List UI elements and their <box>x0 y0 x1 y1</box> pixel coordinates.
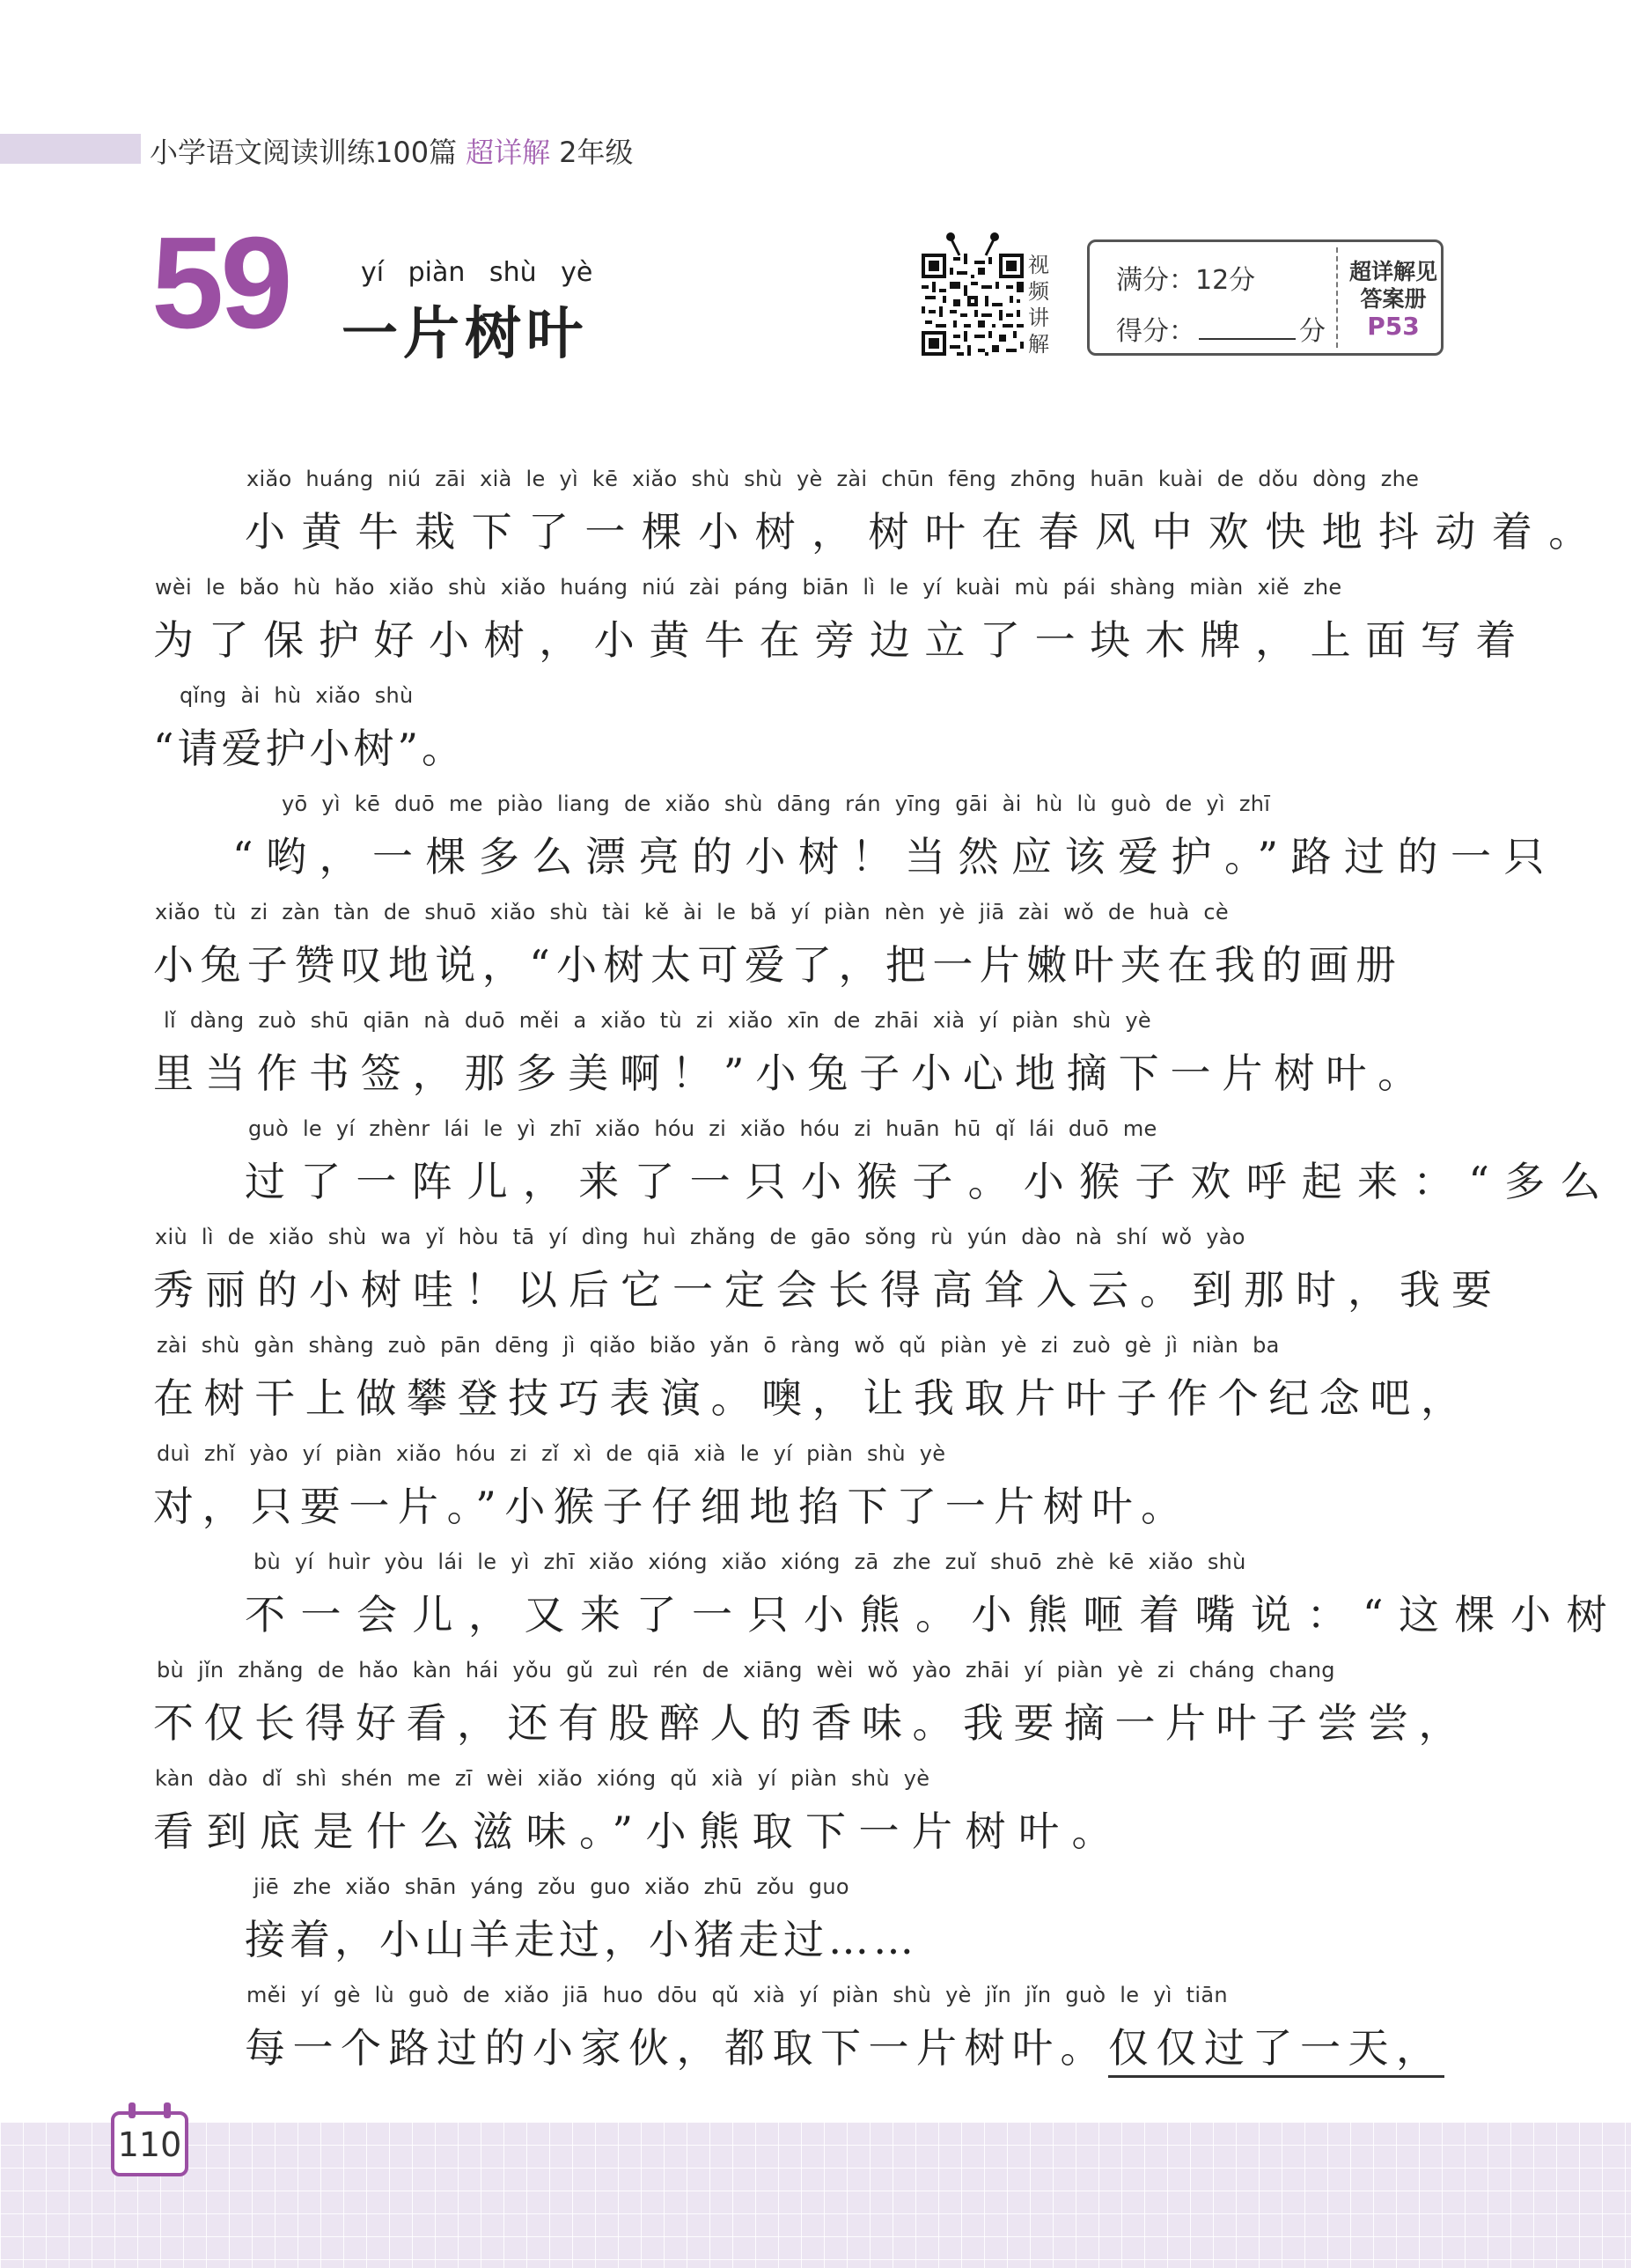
full-score: 满分：12分 <box>1116 265 1256 296</box>
text-line: 小兔子赞叹地说，“小树太可爱了，把一片嫩叶夹在我的画册 <box>153 941 1403 989</box>
pinyin-line: xiǎo tù zi zàn tàn de shuō xiǎo shù tài kě ài le bǎ yí piàn nèn yè jiā zài wǒ de huà cè <box>155 900 1229 924</box>
header-color-band <box>0 134 141 164</box>
answer-reference: 超详解见 答案册 P53 <box>1345 258 1442 340</box>
page-number: 110 <box>117 2125 182 2164</box>
pinyin-line: xiǎo huáng niú zāi xià le yì kē xiǎo shù shù yè zài chūn fēng zhōng huān kuài de dǒu dòng zhe <box>246 467 1420 491</box>
book-header <box>150 130 633 171</box>
page-number-badge <box>111 2111 188 2176</box>
text-line: 秀丽的小树哇！以后它一定会长得高耸入云。到那时，我要 <box>153 1266 1503 1314</box>
lesson-number: 59 <box>151 210 290 356</box>
video-explanation-label[interactable]: 视 频 讲 解 <box>1028 253 1049 357</box>
score-box <box>1087 239 1444 356</box>
pinyin-line: kàn dào dǐ shì shén me zī wèi xiǎo xióng qǔ xià yí piàn shù yè <box>155 1766 930 1791</box>
pinyin-line: bù yí huìr yòu lái le yì zhī xiǎo xióng xiǎo xióng zā zhe zuǐ shuō zhè kē xiǎo shù <box>253 1550 1246 1574</box>
text-line: 接着，小山羊走过，小猪走过…… <box>245 1916 918 1963</box>
calendar-ring-icon <box>164 2102 171 2118</box>
text-line: 不一会儿，又来了一只小熊。小熊咂着嘴说：“这棵小树 <box>245 1591 1623 1638</box>
book-grade: 2年级 <box>559 136 634 169</box>
text-line: 对，只要一片。”小猴子仔细地掐下了一片树叶。 <box>153 1483 1190 1530</box>
pinyin-line: měi yí gè lù guò de xiǎo jiā huo dōu qǔ xià yí piàn shù yè jǐn jǐn guò le yì tiān <box>246 1983 1228 2007</box>
pinyin-line: lǐ dàng zuò shū qiān nà duō měi a xiǎo tù zi xiǎo xīn de zhāi xià yí piàn shù yè <box>164 1008 1151 1033</box>
pinyin-line: wèi le bǎo hù hǎo xiǎo shù xiǎo huáng niú zài páng biān lì le yí kuài mù pái shàng miàn xiě zhe <box>155 575 1342 600</box>
text-line: 小黄牛栽下了一棵小树，树叶在春风中欢快地抖动着。 <box>245 508 1605 556</box>
text-line: 在树干上做攀登技巧表演。噢，让我取片叶子作个纪念吧， <box>153 1374 1472 1422</box>
calendar-ring-icon <box>129 2102 136 2118</box>
pinyin-line: xiù lì de xiǎo shù wa yǐ hòu tā yí dìng huì zhǎng de gāo sǒng rù yún dào nà shí wǒ yào <box>155 1225 1245 1249</box>
pinyin-line: yō yì kē duō me piào liang de xiǎo shù dāng rán yīng gāi ài hù lù guò de yì zhī <box>282 792 1271 816</box>
text-line: 每一个路过的小家伙，都取下一片树叶。仅仅过了一天， <box>245 2016 1444 2071</box>
text-line: “哟，一棵多么漂亮的小树！当然应该爱护。”路过的一只 <box>232 833 1558 880</box>
score-divider <box>1336 247 1338 348</box>
text-line: 不仅长得好看，还有股醉人的香味。我要摘一片叶子尝尝， <box>153 1699 1469 1747</box>
text-line: “请爱护小树”。 <box>153 725 467 772</box>
book-title: 小学语文阅读训练100篇 <box>150 136 458 169</box>
book-highlight: 超详解 <box>466 136 551 169</box>
pinyin-line: guò le yí zhènr lái le yì zhī xiǎo hóu zi xiǎo hóu zi huān hū qǐ lái duō me <box>248 1116 1157 1141</box>
text-line: 里当作书签，那多美啊！”小兔子小心地摘下一片树叶。 <box>153 1049 1430 1097</box>
earned-score: 得分： 分 <box>1116 316 1326 347</box>
text-line: 过了一阵儿，来了一只小猴子。小猴子欢呼起来：“多么 <box>245 1158 1616 1205</box>
pinyin-line: qǐng ài hù xiǎo shù <box>180 683 414 708</box>
footer-grid <box>0 2122 1631 2268</box>
lesson-title-pinyin: yí piàn shù yè <box>361 257 593 288</box>
pinyin-line: duì zhǐ yào yí piàn xiǎo hóu zi zǐ xì de qiā xià le yí piàn shù yè <box>157 1441 946 1466</box>
pinyin-line: bù jǐn zhǎng de hǎo kàn hái yǒu gǔ zuì rén de xiāng wèi wǒ yào zhāi yí piàn yè zi cháng chang <box>157 1658 1335 1683</box>
score-blank[interactable] <box>1199 319 1296 340</box>
pinyin-line: jiē zhe xiǎo shān yáng zǒu guo xiǎo zhū zǒu guo <box>253 1874 849 1899</box>
antenna-icon <box>942 231 1003 257</box>
lesson-title: 一片树叶 <box>342 302 588 367</box>
text-line: 看到底是什么滋味。”小熊取下一片树叶。 <box>153 1808 1126 1855</box>
underlined-sentence: 仅仅过了一天， <box>1108 2024 1444 2078</box>
pinyin-line: zài shù gàn shàng zuò pān dēng jì qiǎo biǎo yǎn ō ràng wǒ qǔ piàn yè zi zuò gè jì niàn ba <box>157 1333 1280 1358</box>
answer-page: P53 <box>1367 312 1420 341</box>
qr-code-icon[interactable] <box>922 254 1024 356</box>
text-line: 为了保护好小树，小黄牛在旁边立了一块木牌，上面写着 <box>153 616 1531 664</box>
